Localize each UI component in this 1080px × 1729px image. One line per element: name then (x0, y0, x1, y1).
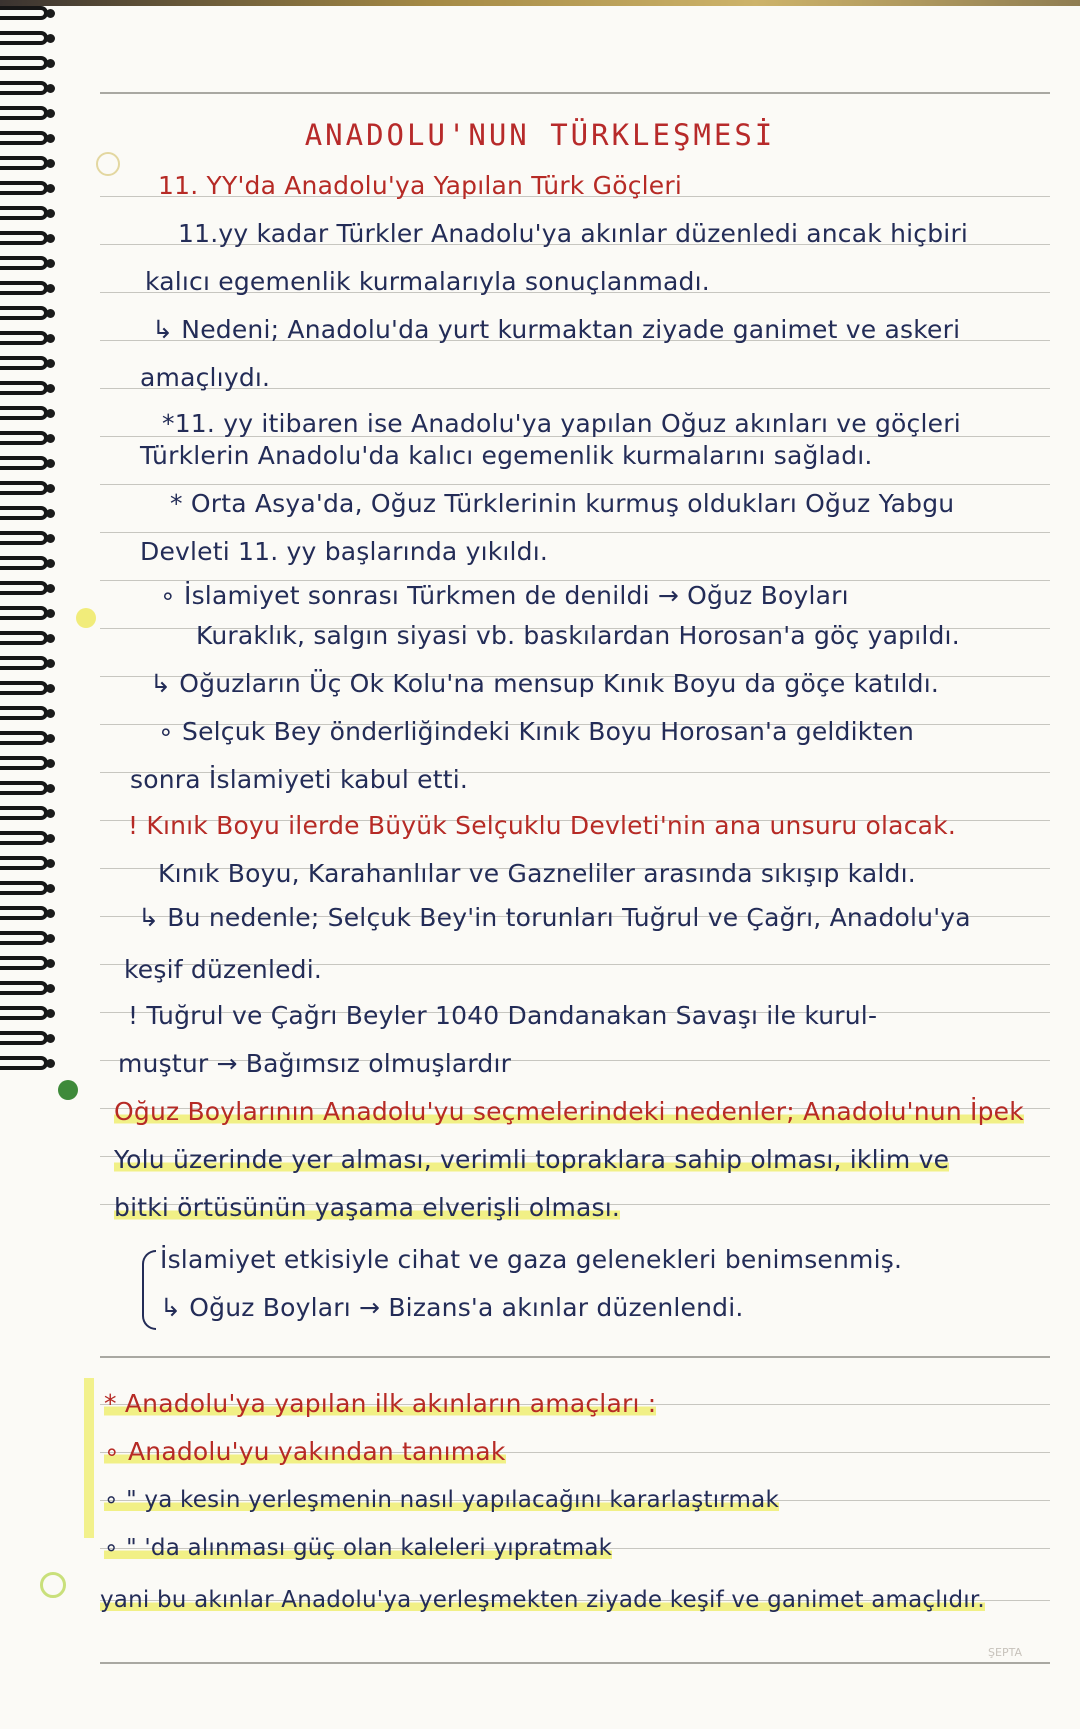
note-line: muştur → Bağımsız olmuşlardır (118, 1049, 512, 1078)
note-line: Kuraklık, salgın siyasi vb. baskılardan Horosan'a göç yapıldı. (196, 621, 960, 650)
note-line: ! Tuğrul ve Çağrı Beyler 1040 Dandanakan Savaşı ile kurul- (128, 1001, 878, 1030)
note-line (104, 1532, 612, 1564)
note-line: ↳ Bu nedenle; Selçuk Bey'in torunları Tuğrul ve Çağrı, Anadolu'ya (138, 903, 971, 932)
margin-highlight (84, 1378, 94, 1538)
margin-hole (96, 152, 120, 176)
rule-line (100, 1356, 1050, 1358)
note-line: Devleti 11. yy başlarında yıkıldı. (140, 537, 549, 566)
note-line (114, 1192, 620, 1224)
margin-hole (58, 1080, 78, 1100)
note-line: ↳ Nedeni; Anadolu'da yurt kurmaktan ziyade ganimet ve askeri (152, 315, 961, 344)
note-line: ∘ Selçuk Bey önderliğindeki Kınık Boyu Horosan'a geldikten (158, 717, 915, 746)
section-heading: 11. YY'da Anadolu'ya Yapılan Türk Göçleri (158, 171, 682, 200)
note-line: keşif düzenledi. (124, 955, 323, 984)
note-line (114, 1096, 1024, 1128)
highlighted-text: yani bu akınlar Anadolu'ya yerleşmekten ziyade keşif ve ganimet amaçlıdır. (100, 1587, 985, 1613)
rule-line (100, 1662, 1050, 1664)
bracket-mark (142, 1250, 156, 1330)
margin-hole (40, 1572, 66, 1598)
note-line: * Orta Asya'da, Oğuz Türklerinin kurmuş oldukları Oğuz Yabgu (170, 489, 955, 518)
watermark: ŞEPTA (988, 1646, 1022, 1659)
note-line: ∘ İslamiyet sonrası Türkmen de denildi → Oğuz Boyları (160, 581, 849, 610)
page-title: ANADOLU'NUN TÜRKLEŞMESİ (304, 118, 776, 152)
note-line: amaçlıydı. (140, 363, 271, 392)
note-line: ↳ Oğuzların Üç Ok Kolu'na mensup Kınık Boyu da göçe katıldı. (150, 669, 940, 698)
highlighted-text: Oğuz Boylarının Anadolu'yu seçmelerindeki nedenler; Anadolu'nun İpek (114, 1097, 1024, 1126)
highlighted-text: Yolu üzerinde yer alması, verimli topraklara sahip olması, iklim ve (114, 1145, 950, 1174)
note-line: İslamiyet etkisiyle cihat ve gaza gelenekleri benimsenmiş. (160, 1245, 903, 1274)
note-line: Türklerin Anadolu'da kalıcı egemenlik kurmalarını sağladı. (140, 441, 873, 470)
rule-line (100, 484, 1050, 485)
note-line: 11.yy kadar Türkler Anadolu'ya akınlar düzenledi ancak hiçbiri (178, 219, 969, 248)
note-line (104, 1484, 779, 1516)
highlighted-text: bitki örtüsünün yaşama elverişli olması. (114, 1193, 621, 1222)
note-line (104, 1388, 656, 1420)
margin-hole (76, 608, 96, 628)
highlighted-text: ∘ " ya kesin yerleşmenin nasıl yapılacağını kararlaştırmak (104, 1487, 779, 1513)
note-line (100, 1584, 985, 1616)
rule-line (100, 532, 1050, 533)
note-line: kalıcı egemenlik kurmalarıyla sonuçlanmadı. (145, 267, 710, 296)
note-line: ! Kınık Boyu ilerde Büyük Selçuklu Devleti'nin ana unsuru olacak. (128, 811, 956, 840)
rule-line (100, 92, 1050, 94)
note-line (114, 1144, 949, 1176)
note-line: sonra İslamiyeti kabul etti. (130, 765, 468, 794)
highlighted-text: ∘ " 'da alınması güç olan kaleleri yıpratmak (104, 1535, 613, 1561)
highlighted-text: * Anadolu'ya yapılan ilk akınların amaçları : (104, 1389, 657, 1418)
highlighted-text: ∘ Anadolu'yu yakından tanımak (104, 1437, 506, 1466)
note-line: *11. yy itibaren ise Anadolu'ya yapılan Oğuz akınları ve göçleri (162, 409, 961, 438)
note-line: Kınık Boyu, Karahanlılar ve Gazneliler arasında sıkışıp kaldı. (158, 859, 916, 888)
note-line: ↳ Oğuz Boyları → Bizans'a akınlar düzenlendi. (160, 1293, 744, 1322)
note-line (104, 1436, 506, 1468)
